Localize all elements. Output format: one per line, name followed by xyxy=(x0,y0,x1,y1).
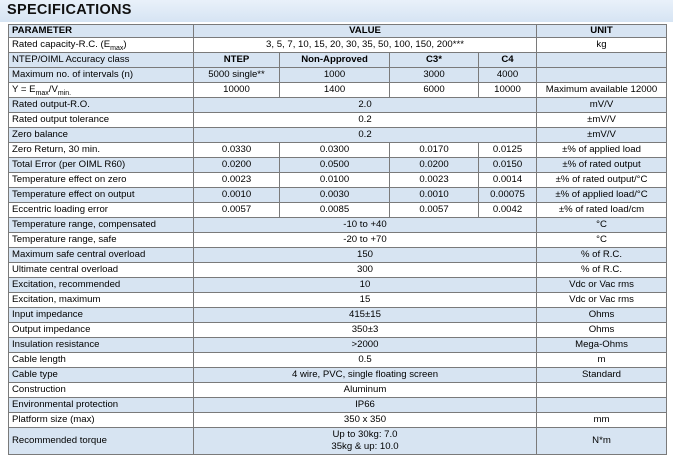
row-value: 0.0042 xyxy=(479,203,537,218)
row-value: 0.0125 xyxy=(479,143,537,158)
row-value: 300 xyxy=(194,263,537,278)
row-unit: m xyxy=(537,353,667,368)
row-value: 0.0057 xyxy=(390,203,479,218)
header-unit: UNIT xyxy=(537,25,667,38)
col-c4: C4 xyxy=(479,53,537,68)
table-row-recommended-torque xyxy=(9,428,667,455)
row-unit: Vdc or Vac rms xyxy=(537,293,667,308)
row-value: 4 wire, PVC, single floating screen xyxy=(194,368,537,383)
row-label: Recommended torque xyxy=(9,428,194,455)
row-label: Eccentric loading error xyxy=(9,203,194,218)
row-unit: ±% of rated output/°C xyxy=(537,173,667,188)
row-label: Rated output-R.O. xyxy=(9,98,194,113)
row-label: Ultimate central overload xyxy=(9,263,194,278)
row-value: Aluminum xyxy=(194,383,537,398)
table-row-total-error xyxy=(9,158,667,173)
table-row-input-impedance xyxy=(9,308,667,323)
row-label: Construction xyxy=(9,383,194,398)
row-value: 0.0030 xyxy=(280,188,390,203)
col-ntep: NTEP xyxy=(194,53,280,68)
row-value: 415±15 xyxy=(194,308,537,323)
table-row-temp-range-safe xyxy=(9,233,667,248)
row-value: 350±3 xyxy=(194,323,537,338)
table-row-max-intervals xyxy=(9,68,667,83)
row-value: 0.0010 xyxy=(390,188,479,203)
page-title: SPECIFICATIONS xyxy=(7,2,132,18)
row-unit: Mega-Ohms xyxy=(537,338,667,353)
row-unit: mV/V xyxy=(537,98,667,113)
row-value: 0.2 xyxy=(194,113,537,128)
row-value: 0.0330 xyxy=(194,143,280,158)
table-row-eccentric-loading xyxy=(9,203,667,218)
table-row-y-ratio xyxy=(9,83,667,98)
row-label: Temperature effect on output xyxy=(9,188,194,203)
table-row-ultimate-overload xyxy=(9,263,667,278)
table-row-rated-output xyxy=(9,98,667,113)
table-row-construction xyxy=(9,383,667,398)
row-label: NTEP/OIML Accuracy class xyxy=(9,53,194,68)
title-bar xyxy=(0,0,673,22)
row-value: 0.0023 xyxy=(390,173,479,188)
row-unit: Vdc or Vac rms xyxy=(537,278,667,293)
row-unit: °C xyxy=(537,218,667,233)
row-label: Excitation, recommended xyxy=(9,278,194,293)
table-row-excitation-max xyxy=(9,293,667,308)
row-value: 0.2 xyxy=(194,128,537,143)
header-parameter: PARAMETER xyxy=(9,25,194,38)
row-unit: ±% of applied load xyxy=(537,143,667,158)
row-value: 0.0200 xyxy=(194,158,280,173)
row-label: Rated output tolerance xyxy=(9,113,194,128)
row-value: 10000 xyxy=(479,83,537,98)
row-value: 0.0500 xyxy=(280,158,390,173)
row-value: 0.5 xyxy=(194,353,537,368)
row-unit xyxy=(537,53,667,68)
row-unit: ±mV/V xyxy=(537,113,667,128)
row-value xyxy=(194,428,537,455)
row-value: 0.0170 xyxy=(390,143,479,158)
row-value: 0.0010 xyxy=(194,188,280,203)
col-non-approved: Non-Approved xyxy=(280,53,390,68)
row-value: 10 xyxy=(194,278,537,293)
row-label: Temperature range, safe xyxy=(9,233,194,248)
row-label: Environmental protection xyxy=(9,398,194,413)
row-unit: ±% of applied load/°C xyxy=(537,188,667,203)
row-unit: ±% of rated load/cm xyxy=(537,203,667,218)
row-unit: mm xyxy=(537,413,667,428)
row-value: 0.00075 xyxy=(479,188,537,203)
col-c3: C3* xyxy=(390,53,479,68)
table-row-cable-length xyxy=(9,353,667,368)
row-value: -20 to +70 xyxy=(194,233,537,248)
row-value: 6000 xyxy=(390,83,479,98)
header-value: VALUE xyxy=(194,25,537,38)
row-label: Zero balance xyxy=(9,128,194,143)
row-value: 4000 xyxy=(479,68,537,83)
row-label: Input impedance xyxy=(9,308,194,323)
table-row-temp-range-compensated xyxy=(9,218,667,233)
row-value: 0.0300 xyxy=(280,143,390,158)
row-label: Total Error (per OIML R60) xyxy=(9,158,194,173)
row-label: Insulation resistance xyxy=(9,338,194,353)
row-unit xyxy=(537,398,667,413)
row-value: 3, 5, 7, 10, 15, 20, 30, 35, 50, 100, 150, 200*** xyxy=(194,38,537,53)
row-value: 0.0100 xyxy=(280,173,390,188)
torque-line-1: Up to 30kg: 7.0 xyxy=(332,429,398,440)
row-label: $Y = E_{max}/V_{min.}$ xyxy=(9,83,194,98)
row-value: >2000 xyxy=(194,338,537,353)
table-row-zero-return xyxy=(9,143,667,158)
table-row-zero-balance xyxy=(9,128,667,143)
row-unit xyxy=(537,68,667,83)
row-label: Cable type xyxy=(9,368,194,383)
row-value: 1400 xyxy=(280,83,390,98)
table-row-environmental-protection xyxy=(9,398,667,413)
row-label: Platform size (max) xyxy=(9,413,194,428)
table-row-cable-type xyxy=(9,368,667,383)
row-label: Output impedance xyxy=(9,323,194,338)
row-label: Temperature range, compensated xyxy=(9,218,194,233)
table-row-temp-effect-output xyxy=(9,188,667,203)
row-unit: N*m xyxy=(537,428,667,455)
torque-line-2: 35kg & up: 10.0 xyxy=(331,441,399,452)
row-unit: ±% of rated output xyxy=(537,158,667,173)
row-label: Temperature effect on zero xyxy=(9,173,194,188)
row-unit: % of R.C. xyxy=(537,248,667,263)
row-label: Excitation, maximum xyxy=(9,293,194,308)
table-row-output-impedance xyxy=(9,323,667,338)
row-value: 0.0057 xyxy=(194,203,280,218)
row-value: 150 xyxy=(194,248,537,263)
row-value: 1000 xyxy=(280,68,390,83)
row-label: Maximum safe central overload xyxy=(9,248,194,263)
row-value: IP66 xyxy=(194,398,537,413)
row-unit: °C xyxy=(537,233,667,248)
row-value: 0.0014 xyxy=(479,173,537,188)
row-value: 15 xyxy=(194,293,537,308)
table-row-insulation-resistance xyxy=(9,338,667,353)
table-row-temp-effect-zero xyxy=(9,173,667,188)
row-label: Maximum no. of intervals (n) xyxy=(9,68,194,83)
table-header-row xyxy=(9,25,667,38)
row-label: Cable length xyxy=(9,353,194,368)
row-label: Zero Return, 30 min. xyxy=(9,143,194,158)
specifications-table xyxy=(8,24,667,455)
row-unit: Maximum available 12000 xyxy=(537,83,667,98)
row-value: -10 to +40 xyxy=(194,218,537,233)
row-value: 3000 xyxy=(390,68,479,83)
table-row-max-safe-overload xyxy=(9,248,667,263)
row-unit: kg xyxy=(537,38,667,53)
row-value: 350 x 350 xyxy=(194,413,537,428)
row-unit: Ohms xyxy=(537,308,667,323)
row-unit: Ohms xyxy=(537,323,667,338)
row-unit: % of R.C. xyxy=(537,263,667,278)
row-value: 10000 xyxy=(194,83,280,98)
row-value: 5000 single** xyxy=(194,68,280,83)
row-value: 0.0200 xyxy=(390,158,479,173)
table-row-excitation-recommended xyxy=(9,278,667,293)
row-value: 0.0085 xyxy=(280,203,390,218)
row-unit: ±mV/V xyxy=(537,128,667,143)
row-unit xyxy=(537,383,667,398)
row-label: Rated capacity-R.C. $(E_{max})$ xyxy=(9,38,194,53)
row-value: 2.0 xyxy=(194,98,537,113)
table-row-rated-capacity xyxy=(9,38,667,53)
table-row-accuracy-class xyxy=(9,53,667,68)
table-row-platform-size xyxy=(9,413,667,428)
table-row-rated-output-tolerance xyxy=(9,113,667,128)
row-value: 0.0150 xyxy=(479,158,537,173)
row-unit: Standard xyxy=(537,368,667,383)
row-value: 0.0023 xyxy=(194,173,280,188)
